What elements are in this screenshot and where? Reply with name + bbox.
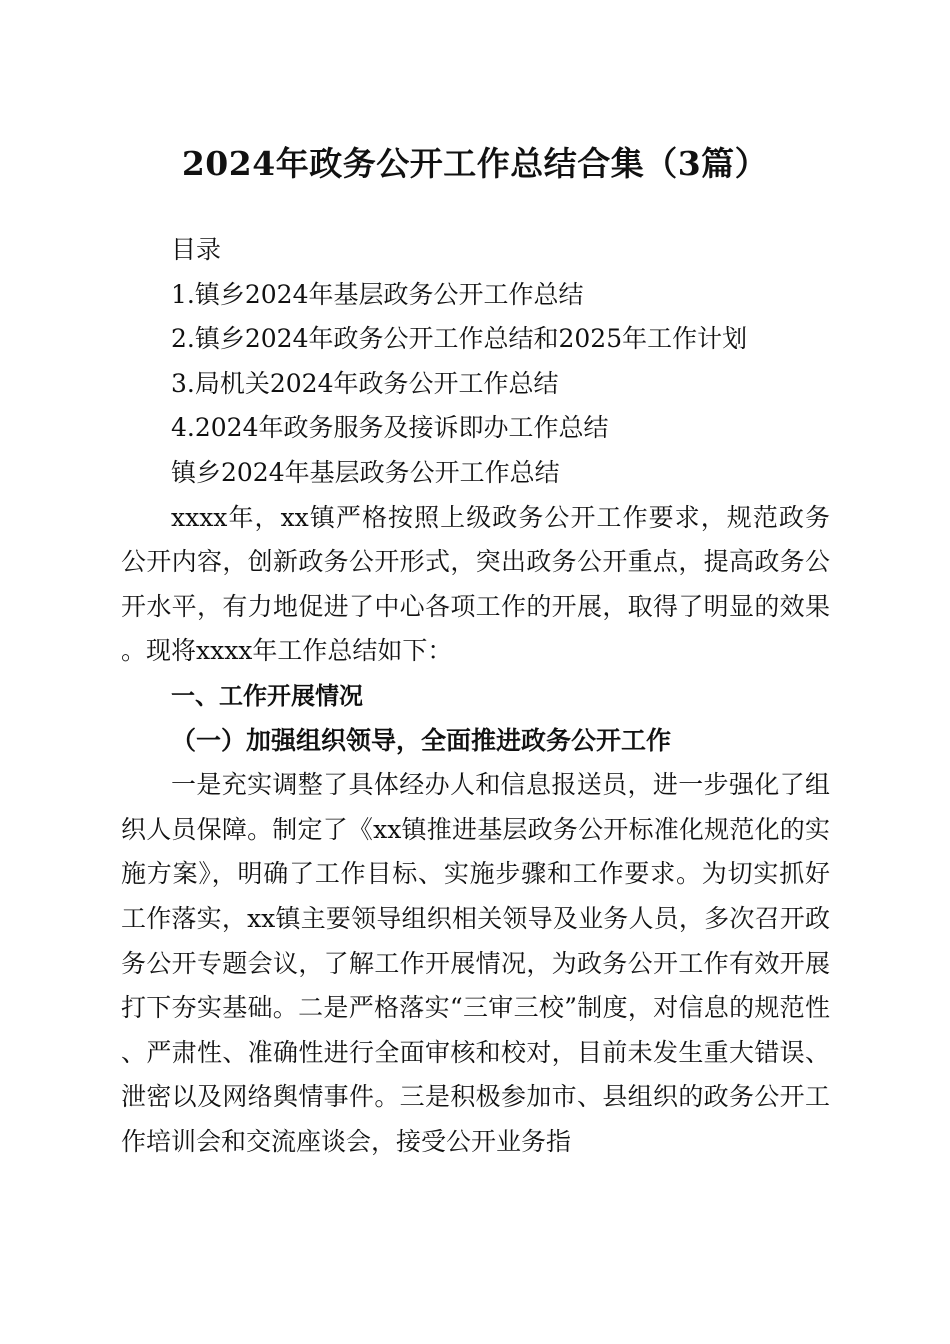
article-title: 镇乡2024年基层政务公开工作总结 (171, 457, 560, 487)
body-paragraph: 一是充实调整了具体经办人和信息报送员，进一步强化了组织人员保障。制定了《xx镇推进基层政务公开标准化规范化的实施方案》，明确了工作目标、实施步骤和工作要求。为切实抓好工作落实，xx镇主要领导组织相关领导及业务人员，多次召开政务公开专题会议，了解工作开展情况，为政务公开工作有效开展打下夯实基础。二是严格落实“三审三校”制度，对信息的规范性、严肃性、准确性进行全面审核和校对，目前未发生重大错误、泄密以及网络舆情事件。三是积极参加市、县组织的政务公开工作培训会和交流座谈会，接受公开业务指 (121, 770, 830, 1156)
toc-label: 目录 (171, 235, 222, 264)
subsection-heading: （一）加强组织领导，全面推进政务公开工作 (171, 725, 672, 755)
toc-item-3: 3.局机关2024年政务公开工作总结 (171, 368, 559, 398)
toc-item-2: 2.镇乡2024年政务公开工作总结和2025年工作计划 (171, 324, 748, 354)
document-title: 2024年政务公开工作总结合集（3篇） (181, 144, 769, 183)
toc-item-1: 1.镇乡2024年基层政务公开工作总结 (171, 279, 584, 309)
document-body (121, 228, 830, 1164)
section-heading: 一、工作开展情况 (171, 681, 363, 710)
toc-item-4: 4.2024年政务服务及接诉即办工作总结 (171, 413, 609, 443)
intro-paragraph: xxxx年，xx镇严格按照上级政务公开工作要求，规范政务公开内容，创新政务公开形式，突出政务公开重点，提高政务公开水平，有力地促进了中心各项工作的开展，取得了明显的效果。现将xxxx年工作总结如下： (121, 502, 830, 666)
